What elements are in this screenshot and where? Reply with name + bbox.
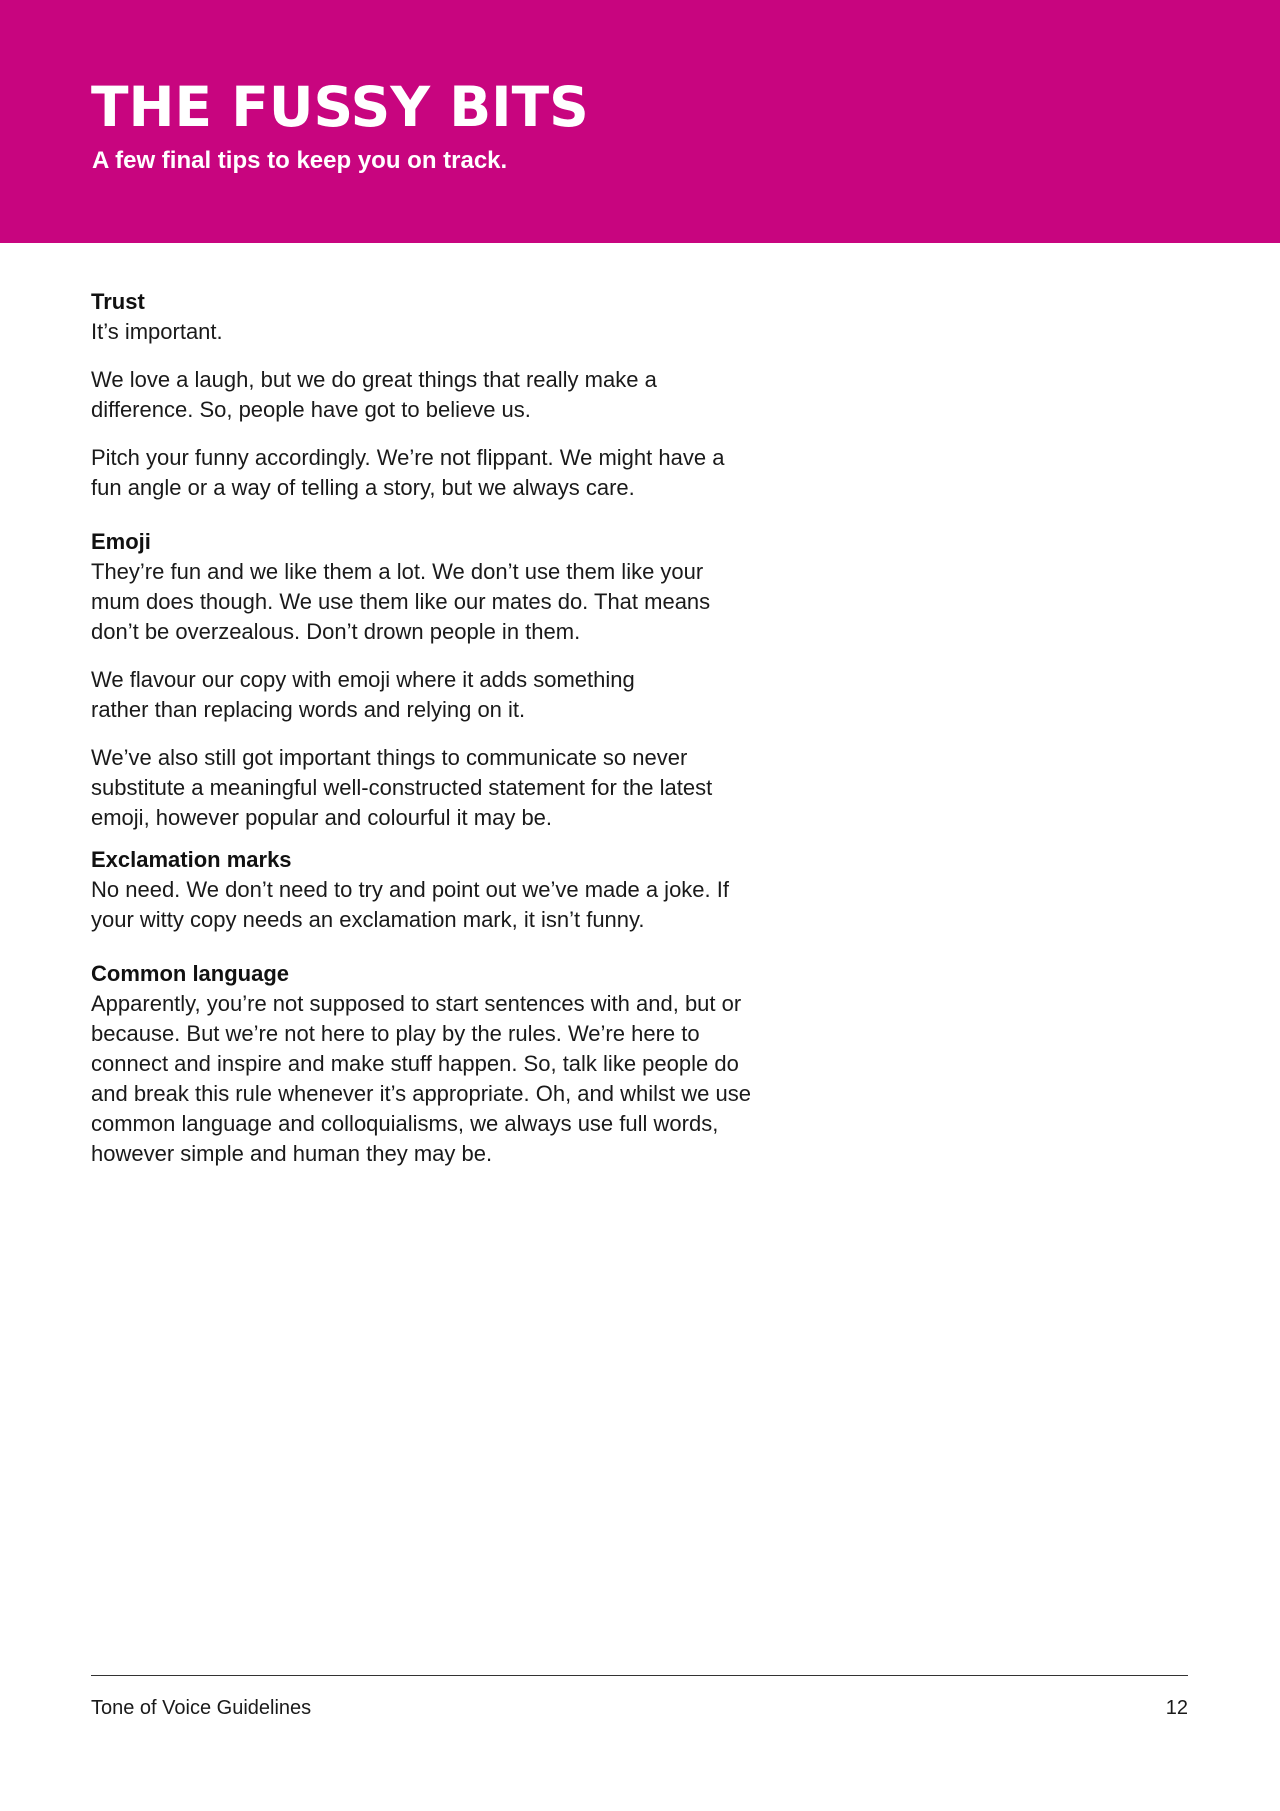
paragraph: Pitch your funny accordingly. We’re not flippant. We might have a fun angle or a way of telling a story, but we always care. bbox=[91, 445, 725, 500]
section-exclamation-marks bbox=[91, 845, 771, 935]
section-heading: Emoji bbox=[91, 529, 151, 554]
section-heading: Common language bbox=[91, 961, 290, 986]
section-emoji bbox=[91, 527, 771, 833]
page-title: THE FUSSY BITS bbox=[91, 75, 589, 139]
paragraph: We love a laugh, but we do great things that really make a difference. So, people have got to believe us. bbox=[91, 367, 657, 422]
paragraph: They’re fun and we like them a lot. We don’t use them like your mum does though. We use them like our mates do. That means don’t be overzealous. Don’t drown people in them. bbox=[91, 559, 711, 644]
section-common-language bbox=[91, 959, 771, 1169]
paragraph: Apparently, you’re not supposed to start sentences with and, but or because. But we’re not here to play by the rules. We’re here to connect and inspire and make stuff happen. So, talk like people do and break this rule whenever it’s appropriate. Oh, and whilst we use common language and colloquialisms, we always use full words, however simple and human they may be. bbox=[91, 991, 751, 1166]
paragraph: It’s important. bbox=[91, 319, 223, 344]
footer-document-name: Tone of Voice Guidelines bbox=[91, 1697, 312, 1719]
section-trust bbox=[91, 287, 771, 503]
paragraph: We flavour our copy with emoji where it adds something rather than replacing words and relying on it. bbox=[91, 667, 635, 722]
section-heading: Trust bbox=[91, 289, 145, 314]
paragraph: We’ve also still got important things to communicate so never substitute a meaningful well-constructed statement for the latest emoji, however popular and colourful it may be. bbox=[91, 745, 713, 830]
paragraph: No need. We don’t need to try and point out we’ve made a joke. If your witty copy needs an exclamation mark, it isn’t funny. bbox=[91, 877, 729, 932]
header-band bbox=[0, 0, 1280, 243]
page-number: 12 bbox=[1165, 1697, 1188, 1719]
footer-divider bbox=[91, 1675, 1188, 1676]
page-subtitle: A few final tips to keep you on track. bbox=[92, 147, 508, 174]
section-heading: Exclamation marks bbox=[91, 847, 292, 872]
main-content bbox=[91, 287, 771, 1187]
